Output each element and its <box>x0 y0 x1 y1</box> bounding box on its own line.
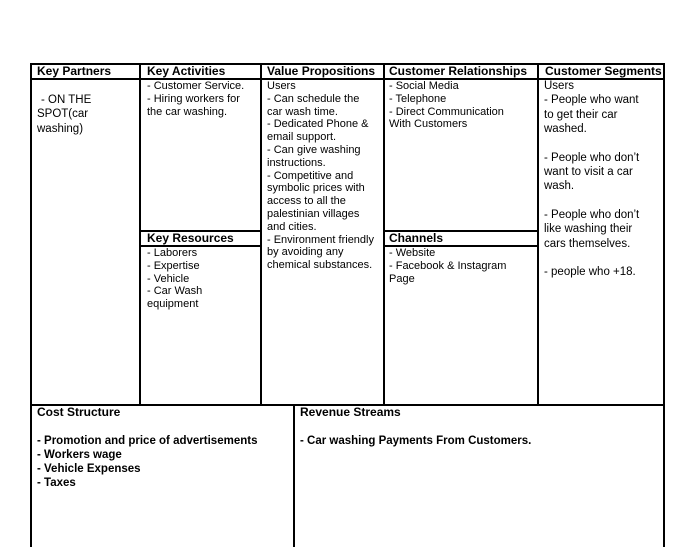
segment-line: to get their car <box>544 108 618 121</box>
revenue-streams-heading: Revenue Streams <box>300 405 401 419</box>
key-partners-content <box>37 93 91 136</box>
value-prop-line: car wash time. <box>267 105 338 118</box>
key-resources-heading: Key Resources <box>147 231 234 245</box>
segment-line: - People who don’t <box>544 151 640 164</box>
customer-relationships-line: With Customers <box>389 118 468 131</box>
customer-relationships-line: - Social Media <box>389 80 459 92</box>
value-prop-line: chemical substances. <box>267 259 373 272</box>
cost-line: - Promotion and price of advertisements <box>37 435 258 447</box>
spacer <box>544 194 639 208</box>
key-activities-heading: Key Activities <box>147 64 226 78</box>
key-resources-line: - Expertise <box>147 259 200 272</box>
value-prop-line: access to all the <box>267 195 346 208</box>
key-resources-line: - Vehicle <box>147 272 190 285</box>
channels-line: - Facebook & Instagram <box>389 259 507 272</box>
key-partners-heading: Key Partners <box>37 64 112 78</box>
value-prop-line: and cities. <box>267 220 317 233</box>
value-propositions-heading: Value Propositions <box>267 64 376 78</box>
key-partners-line: washing) <box>37 122 84 135</box>
key-resources-line: - Car Wash <box>147 285 203 298</box>
customer-relationships-line: - Direct Communication <box>389 105 504 118</box>
value-prop-line: palestinian villages <box>267 207 360 220</box>
grid-line-col4 <box>537 63 539 405</box>
customer-relationships-line: - Telephone <box>389 92 447 105</box>
segment-line: - People who want <box>544 94 639 107</box>
segment-line: want to visit a car <box>544 166 633 179</box>
key-activities-line: - Hiring workers for <box>147 92 240 105</box>
channels-line: Page <box>389 272 415 285</box>
value-prop-line: - Dedicated Phone & <box>267 118 369 131</box>
spacer <box>544 251 639 265</box>
segment-line: washed. <box>544 123 587 136</box>
value-prop-line: Users <box>267 80 296 92</box>
channels-content <box>389 247 506 285</box>
cost-line: - Vehicle Expenses <box>37 463 141 475</box>
value-prop-line: symbolic prices with <box>267 182 365 195</box>
cost-line: - Workers wage <box>37 449 122 461</box>
value-prop-line: - Environment friendly <box>267 233 374 246</box>
key-activities-line: the car washing. <box>147 105 228 118</box>
customer-relationships-heading: Customer Relationships <box>389 64 528 78</box>
segment-line: - people who +18. <box>544 266 636 279</box>
key-resources-line: equipment <box>147 298 199 311</box>
key-activities-line: - Customer Service. <box>147 80 245 92</box>
cost-line: - Taxes <box>37 477 76 489</box>
key-partners-line: - ON THE <box>41 94 92 106</box>
key-resources-line: - Laborers <box>147 247 198 259</box>
segment-line: cars themselves. <box>544 237 631 250</box>
customer-segments-users: Users <box>544 80 575 92</box>
value-prop-line: - Competitive and <box>267 169 354 182</box>
channels-line: - Website <box>389 247 436 259</box>
key-resources-content <box>147 247 202 311</box>
value-prop-line: - Can give washing <box>267 143 361 156</box>
customer-relationships-content <box>389 80 504 131</box>
revenue-streams-content <box>300 434 531 448</box>
customer-segments-content <box>544 79 639 279</box>
value-prop-line: instructions. <box>267 156 326 169</box>
grid-line-col3 <box>383 63 385 405</box>
revenue-line: - Car washing Payments From Customers. <box>300 435 532 447</box>
key-partners-line: SPOT(car <box>37 108 89 121</box>
cost-structure-heading: Cost Structure <box>37 405 121 419</box>
segment-line: like washing their <box>544 223 633 236</box>
grid-line-right <box>663 63 665 547</box>
key-activities-content <box>147 80 244 118</box>
value-prop-line: - Can schedule the <box>267 92 360 105</box>
value-prop-line: email support. <box>267 131 337 144</box>
grid-line-bottom-divider <box>293 404 295 547</box>
spacer <box>544 137 639 151</box>
value-prop-line: by avoiding any <box>267 246 344 259</box>
segment-line: - People who don’t <box>544 208 640 221</box>
customer-segments-heading: Customer Segments <box>545 64 662 78</box>
value-propositions-content <box>267 80 374 272</box>
cost-structure-content <box>37 434 257 490</box>
segment-line: wash. <box>544 180 575 193</box>
grid-line-col1 <box>139 63 141 405</box>
grid-line-col2 <box>260 63 262 405</box>
channels-heading: Channels <box>389 231 444 245</box>
grid-line-left <box>30 63 32 547</box>
